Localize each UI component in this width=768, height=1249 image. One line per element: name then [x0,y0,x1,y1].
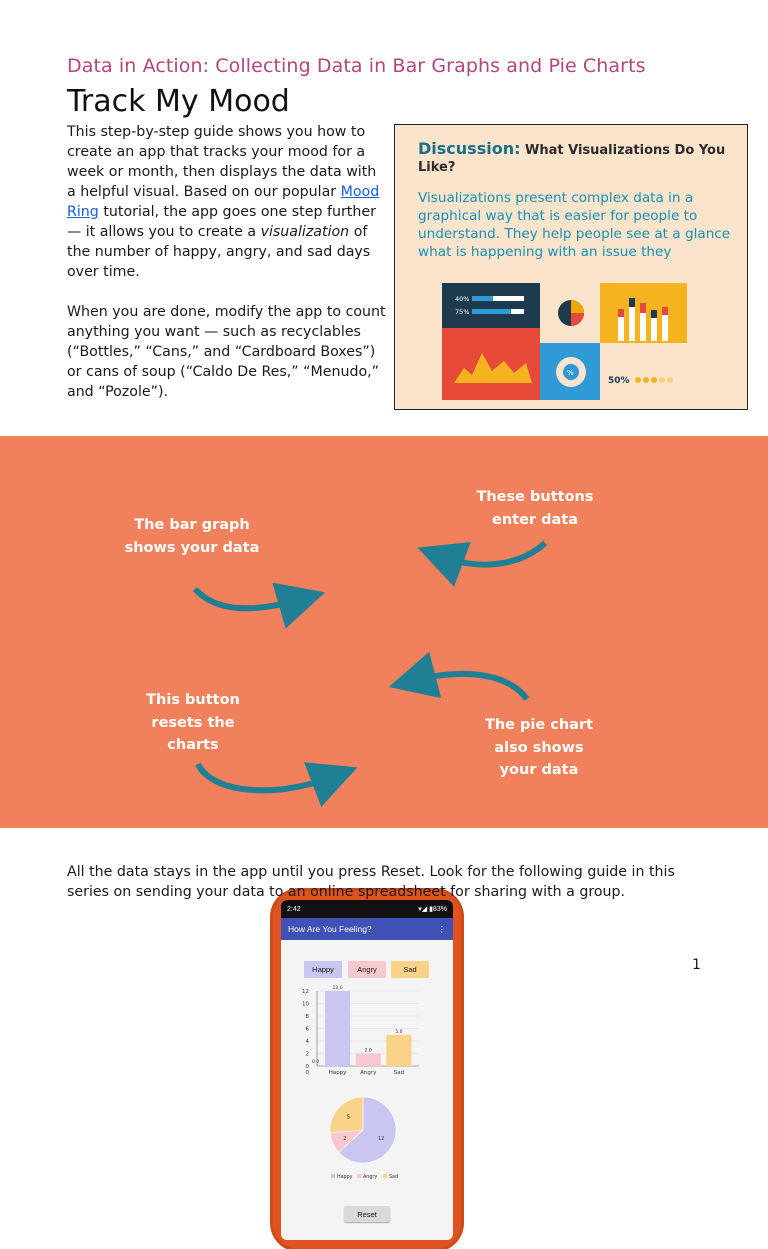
callout-reset: This button resets the charts [146,692,240,753]
modify-paragraph: When you are done, modify the app to count anything you want — such as recyclables (“Bottles,” “Cans,” and “Cardboard Boxes”) or cans of soup (“Caldo De Res,” “Menudo,” and “Pozole”). [67,304,386,400]
mood-ring-link[interactable]: Mood Ring [67,184,380,220]
status-bar [281,900,453,918]
phone-mockup [273,891,461,1249]
footer-paragraph: All the data stays in the app until you press Reset. Look for the following guide in this series on sending your data to an online spreadsheet for sharing with a group. [67,864,675,900]
discussion-body: Visualizations present complex data in a graphical way that is easier for people to understand. They help people see at a glance what is happening with an issue they [418,190,731,260]
infographic-percent-symbol: % [567,369,574,377]
bar-y-tick-label: 4 [305,1039,309,1045]
bar-y-tick-label: 0 [305,1064,309,1070]
intro-paragraph [67,122,385,282]
intro-text-2: tutorial, the app goes one step further — it allows you to create a [67,204,376,240]
document-title: Track My Mood [67,84,290,119]
intro-emphasis: visualization [260,224,350,240]
bar-data-label: 5.0 [395,1029,403,1035]
infographic-pct-75: 75% [455,308,470,316]
happy-button[interactable]: Happy [304,961,342,978]
status-time: 2:42 [287,905,301,913]
status-icons: ▾◢ ▮83% [418,906,447,913]
discussion-label: Discussion: [418,139,521,158]
phone-screen [281,900,453,1240]
bar-category-label: Happy [328,1070,347,1076]
pie-chart [281,1092,453,1192]
discussion-title: What Visualizations Do You Like? [418,143,726,175]
sad-button[interactable]: Sad [391,961,429,978]
arrows-layer [0,436,768,828]
intro-text-1: This step-by-step guide shows you how to create an app that tracks your mood for a week or month, then displays the data with a helpful visual. Based on our popular [67,124,377,200]
callout-buttons: These buttons enter data [476,489,594,528]
arrow-reset [198,764,335,790]
bar-category-label: Sad [393,1070,405,1076]
angry-button[interactable]: Angry [348,961,386,978]
intro-text-3: of the number of happy, angry, and sad days over time. [67,224,371,280]
discussion-heading [418,140,738,176]
bar-category-label: Angry [360,1070,377,1076]
pie-legend-swatch [331,1174,335,1178]
pie-legend-label: Happy [337,1175,353,1180]
arrow-pie-chart [412,674,527,699]
document-subtitle: Data in Action: Collecting Data in Bar Graphs and Pie Charts [67,55,646,77]
app-bar [281,918,453,940]
pie-legend-swatch [357,1174,361,1178]
bar-data-label: 2.0 [364,1048,372,1054]
arrow-bar-graph [195,589,302,608]
bar-y-tick-label: 12 [302,989,309,995]
bar-y-tick-label: 10 [302,1001,309,1008]
callout-pie-chart: The pie chart also shows your data [484,717,594,778]
bar-y-tick-label: 8 [305,1014,309,1020]
bar-origin-value-label: 0.0 [312,1060,320,1065]
pie-data-label: 5 [346,1114,351,1121]
pie-data-label: 2 [343,1135,347,1142]
page-number: 1 [692,957,701,973]
pie-data-label: 12 [377,1135,385,1142]
bar-y-tick-label: 2 [305,1051,309,1058]
overflow-menu-icon[interactable]: ⋮ [437,923,446,934]
callout-bar-graph: The bar graph shows your data [124,517,260,556]
reset-button[interactable]: Reset [344,1206,390,1222]
bar-angry [356,1054,381,1067]
pie-legend-swatch [383,1174,387,1178]
infographic-bar-fill-1 [472,296,493,301]
arrow-buttons [440,543,545,565]
visualization-infographic [442,283,687,400]
bar-y-tick-label: 6 [305,1026,309,1033]
pie-legend-label: Angry [363,1175,378,1180]
discussion-box [394,124,748,410]
bar-chart [281,985,453,1085]
bar-x-origin-label: 0 [305,1070,309,1076]
app-title: How Are You Feeling? [288,924,372,934]
bar-data-label: 12.0 [332,986,343,991]
infographic-pct-50: 50% [608,376,630,386]
infographic-pct-40: 40% [455,295,470,303]
bar-happy [325,991,350,1066]
infographic-bar-fill-2 [472,309,511,314]
infographic-panel-dots [600,343,687,400]
infographic-panel-bars [442,283,540,328]
bar-sad [386,1035,411,1066]
pie-legend-label: Sad [389,1175,399,1180]
